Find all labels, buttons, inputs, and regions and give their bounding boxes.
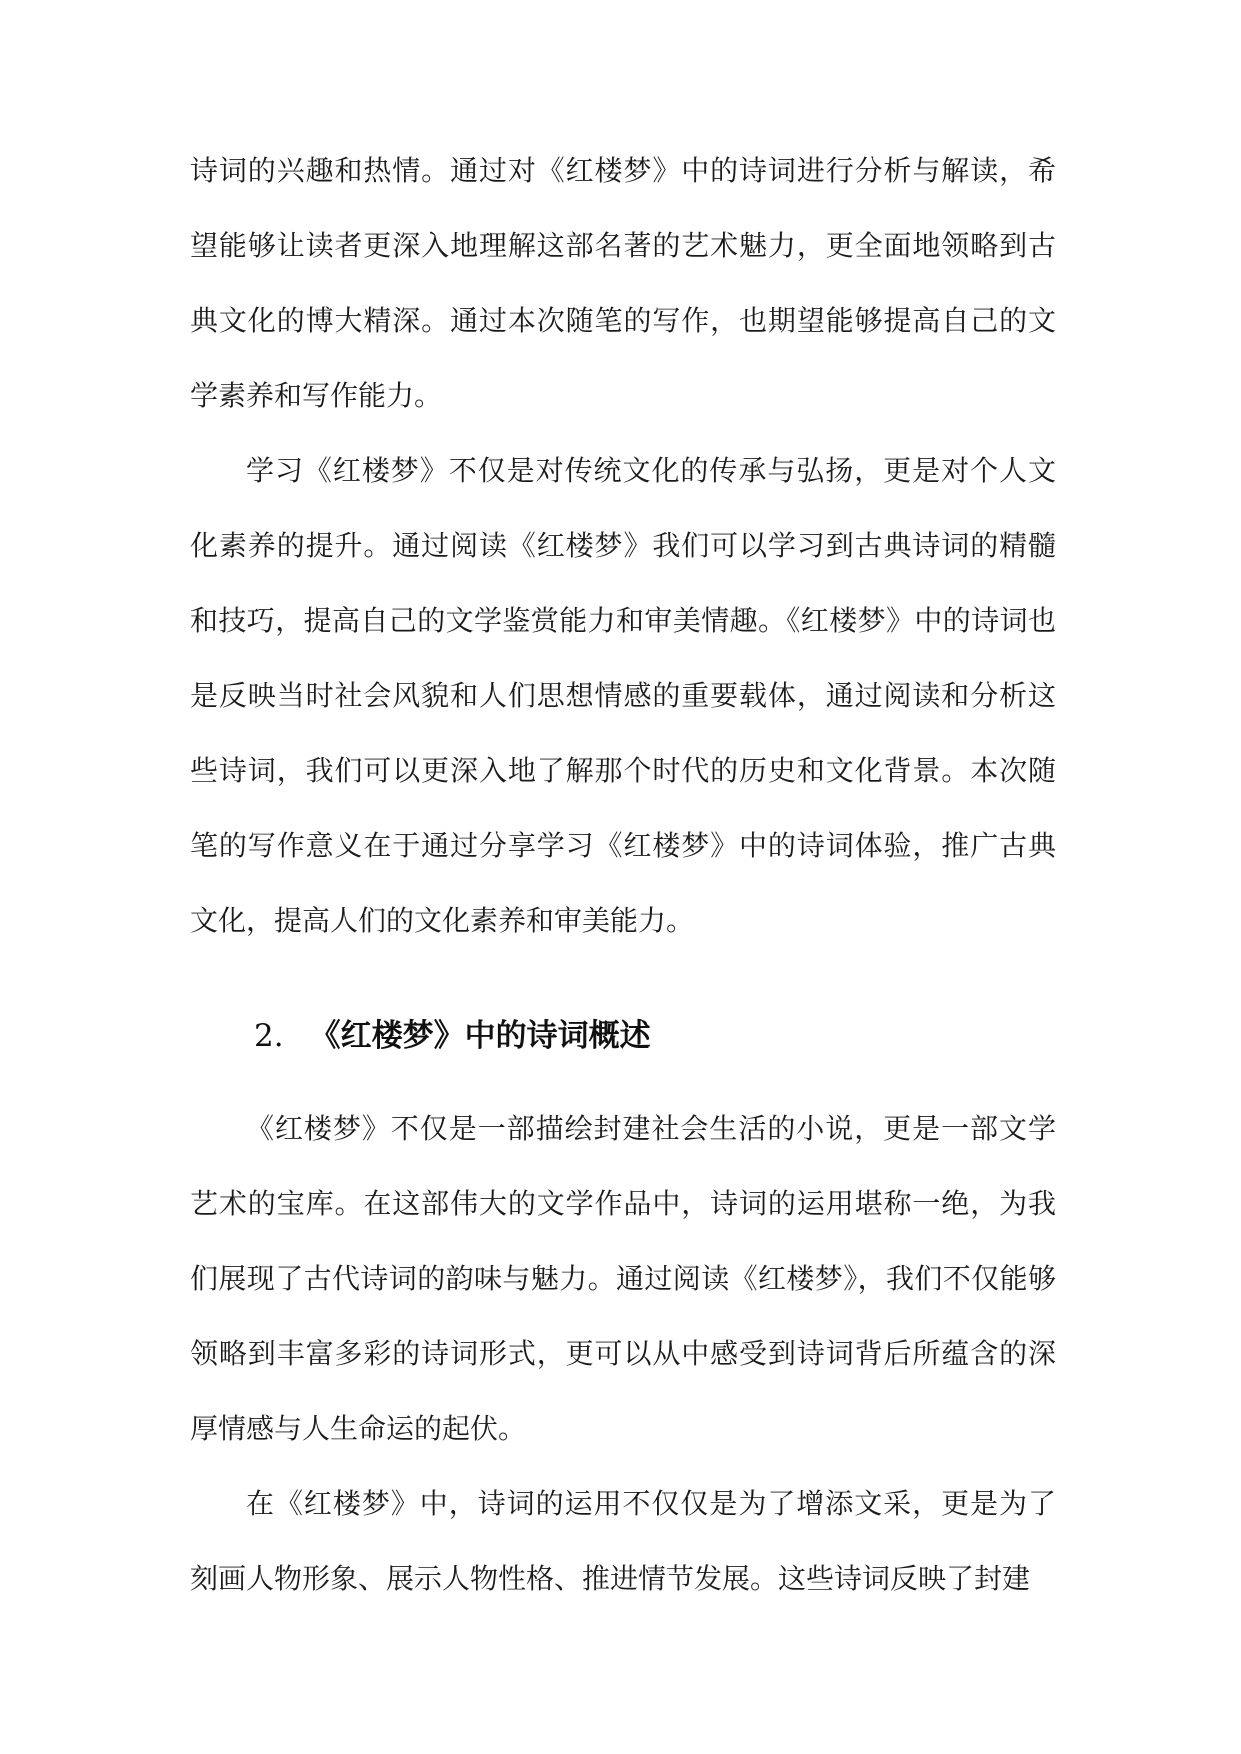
paragraph-significance: 学习《红楼梦》不仅是对传统文化的传承与弘扬，更是对个人文化素养的提升。通过阅读《红楼梦》我们可以学习到古典诗词的精髓和技巧，提高自己的文学鉴赏能力和审美情趣。《红楼梦》中的诗词也是反映当时社会风貌和人们思想情感的重要载体，通过阅读和分析这些诗词，我们可以更深入地了解那个时代的历史和文化背景。本次随笔的写作意义在于通过分享学习《红楼梦》中的诗词体验，推广古典文化，提高人们的文化素养和审美能力。 bbox=[190, 454, 1056, 937]
paragraph-continuation: 诗词的兴趣和热情。通过对《红楼梦》中的诗词进行分析与解读，希望能够让读者更深入地理解这部名著的艺术魅力，更全面地领略到古典文化的博大精深。通过本次随笔的写作，也期望能够提高自己的文学素养和写作能力。 bbox=[190, 154, 1056, 412]
section-number: 2. bbox=[254, 1018, 284, 1054]
paragraph-poetry-usage: 在《红楼梦》中，诗词的运用不仅仅是为了增添文采，更是为了刻画人物形象、展示人物性格、推进情节发展。这些诗词反映了封建 bbox=[190, 1487, 1056, 1595]
section-heading bbox=[254, 1010, 651, 1055]
paragraph-overview: 《红楼梦》不仅是一部描绘封建社会生活的小说，更是一部文学艺术的宝库。在这部伟大的文学作品中，诗词的运用堪称一绝，为我们展现了古代诗词的韵味与魅力。通过阅读《红楼梦》，我们不仅能够领略到丰富多彩的诗词形式，更可以从中感受到诗词背后所蕴含的深厚情感与人生命运的起伏。 bbox=[190, 1112, 1056, 1445]
section-title: 《红楼梦》中的诗词概述 bbox=[309, 1018, 651, 1054]
